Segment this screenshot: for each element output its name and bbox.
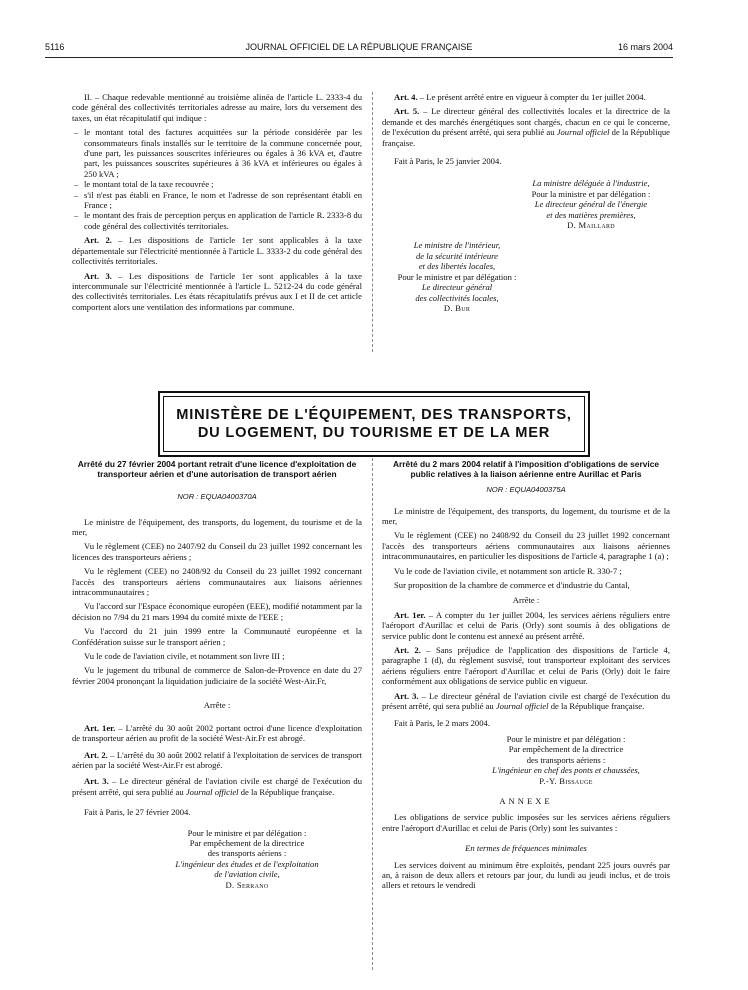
journal-title: JOURNAL OFFICIEL DE LA RÉPUBLIQUE FRANÇAISE [245,42,473,52]
left-decree [72,460,362,890]
top-right-column [382,92,670,313]
nor-reference: NOR : EQUA0400370A [177,492,257,502]
list-item: – le montant total des factures acquittées sur la période considérée par les consommateurs finals installés sur le territoire de la commune concernée pour, d'une part, les puissances souscrites inférieures ou égales à 36 kVA et, d'autre part, les puissances souscrites supérieures à 36 kVA et inférieures ou égales à 250 kVA ; [74,127,362,179]
article-1: Art. 1er. – A compter du 1er juillet 2004, les services aériens réguliers entre l'aéroport d'Aurillac et celui de Paris (Orly) sont soumis à des obligations de service public dont le contenu est annexé au présent arrêté. [382,609,670,641]
article-4: Art. 4. – Le présent arrêté entre en vigueur à compter du 1er juillet 2004. [394,92,646,102]
article-2: Art. 2. – L'arrêté du 30 août 2002 relatif à l'exploitation de services de transport aérien par la société West-Air.Fr est abrogé. [72,749,363,770]
page-number: 5116 [45,42,65,52]
article-2: Art. 2. – Sans préjudice de l'application des dispositions de l'article 4, paragraphe 1 (d), du règlement susvisé, tout transporteur exploitant des services aériens réguliers entre l'aéroport d'Aurillac et celui de Paris (Orly) doit le faire conformément aux obligations de service public en vigueur. [382,645,671,687]
issue-date: 16 mars 2004 [617,42,673,52]
annexe-subheading: En termes de fréquences minimales [465,843,587,854]
signature-block: Pour le ministre et par délégation : Par empêchement de la directrice des transports aériens : L'ingénieur en chef des ponts et chaussées, P.-Y. Bissauge [492,733,640,786]
annexe-intro: Les obligations de service public imposées sur les services aériens réguliers entre l'aéroport d'Aurillac et celui de Paris (Orly) sont les suivantes : [382,812,670,833]
preamble: Le ministre de l'équipement, des transports, du logement, du tourisme et de la mer, Vu le règlement (CEE) no 2407/92 du Conseil du 23 juillet 1992 concernant les licences des transporteurs aériens ; Vu le règlement (CEE) no 2408/92 du Conseil du 23 juillet 1992 concernant l'accès des transporteurs aériens communautaires aux liaisons aériennes intracommunautaires ; Vu l'accord sur l'Espace économique européen (EEE), modifié notamment par la décision no 7/94 du 21 mars 1994 du comité mixte de l'EEE ; Vu l'accord du 21 juin 1999 entre la Communauté européenne et la Confédération suisse sur le transport aérien ; Vu le code de l'aviation civile, et notamment son livre III ; Vu le jugement du tribunal de commerce de Salon-de-Provence en date du 27 février 2004 prononçant la liquidation judiciaire de la société West-Air.Fr, [72,516,362,686]
paragraph-II: II. – Chaque redevable mentionné au troisième alinéa de l'article L. 2333-4 du code général des collectivités territoriales adresse au maire, lors du versement des taxes, un état récapitulatif qui indique : [72,92,362,123]
list-item: – le montant total de la taxe recouvrée ; [74,179,214,190]
column-separator-top [372,92,373,352]
signature-block-interior: Le ministre de l'intérieur, de la sécurité intérieure et des libertés locales, Pour le ministre et par délégation : Le directeur général des collectivités locales, D. Bur [397,240,517,313]
annexe-heading: ANNEXE [499,795,553,806]
fait-a-paris: Fait à Paris, le 25 janvier 2004. [394,156,502,167]
article-2: Art. 2. – Les dispositions de l'article 1er sont applicables à la taxe départementale sur l'électricité mentionnée à l'article L. 3333-2 du code général des collectivités territoriales. [72,235,362,267]
article-1: Art. 1er. – L'arrêté du 30 août 2002 portant octroi d'une licence d'exploitation de transporteur aérien au profit de la société West-Air.Fr est abrogé. [72,722,362,744]
top-left-column [72,92,362,316]
ministry-banner [158,391,590,457]
page-header [45,42,673,56]
header-rule [45,57,673,58]
annexe-text: Les services doivent au minimum être exploités, pendant 225 jours ouvrés par an, à raison de deux allers et retours par jour, du lundi au jeudi inclus, et de trois allers et retours le vendredi [382,859,670,891]
ministry-line-1: MINISTÈRE DE L'ÉQUIPEMENT, DES TRANSPORTS, [176,407,572,423]
column-separator-bottom [372,458,373,970]
preamble: Le ministre de l'équipement, des transports, du logement, du tourisme et de la mer, Vu le règlement (CEE) no 2408/92 du Conseil du 23 juillet 1992 concernant l'accès des transporteurs aériens communautaires aux liaisons aériennes intracommunautaires, en particulier les dispositions de l'article 4, paragraphe 1 (a) ; Vu le code de l'aviation civile, et notamment son article R. 330-7 ; Sur proposition de la chambre de commerce et d'industrie du Cantal, [382,505,670,591]
signature-block: Pour le ministre et par délégation : Par empêchement de la directrice des transports aériens : L'ingénieur des études et de l'exploitation de l'aviation civile, D. Serrano [175,827,319,890]
right-decree [382,460,670,891]
signature-block-industry: La ministre déléguée à l'industrie, Pour la ministre et par délégation : Le directeur général de l'énergie et des matières premières, D. Maillard [531,178,651,231]
article-3: Art. 3. – Les dispositions de l'article 1er sont applicables à la taxe intercommunale sur l'électricité mentionnée à l'article L. 5212-24 du code général des collectivités territoriales. Les états récapitulatifs prévus aux I et II de cet article comportent alors une ventilation des informations par commune. [72,270,362,312]
decree-title: Arrêté du 27 février 2004 portant retrait d'une licence d'exploitation de transporteur aérien et d'une autorisation de transport aérien [77,459,357,479]
arrete-heading: Arrête : [203,700,231,711]
fait-a-paris: Fait à Paris, le 2 mars 2004. [394,717,490,728]
nor-reference: NOR : EQUA0400375A [486,485,566,495]
ministry-line-2: DU LOGEMENT, DU TOURISME ET DE LA MER [197,425,551,441]
list-item: – le montant des frais de perception perçus en application de l'article R. 2333-8 du code général des collectivités territoriales. [74,210,362,231]
arrete-heading: Arrête : [512,595,540,606]
decree-title: Arrêté du 2 mars 2004 relatif à l'imposition d'obligations de service public relatives à la liaison aérienne entre Aurillac et Paris [392,459,660,479]
article-3: Art. 3. – Le directeur général de l'aviation civile est chargé de l'exécution du présent arrêté, qui sera publié au Journal officiel de la République française. [72,776,363,797]
article-3: Art. 3. – Le directeur général de l'aviation civile est chargé de l'exécution du présent arrêté, qui sera publié au Journal officiel de la République française. [382,690,671,712]
list-item: – s'il n'est pas établi en France, le nom et l'adresse de son représentant établi en France ; [74,189,362,211]
fait-a-paris: Fait à Paris, le 27 février 2004. [84,807,191,818]
article-5: Art. 5. – Le directeur général des collectivités locales et la directrice de la demande et des marchés énergétiques sont chargés, chacun en ce qui le concerne, de l'exécution du présent arrêté, qui sera publié au Journal officiel de la République française. [382,106,670,148]
